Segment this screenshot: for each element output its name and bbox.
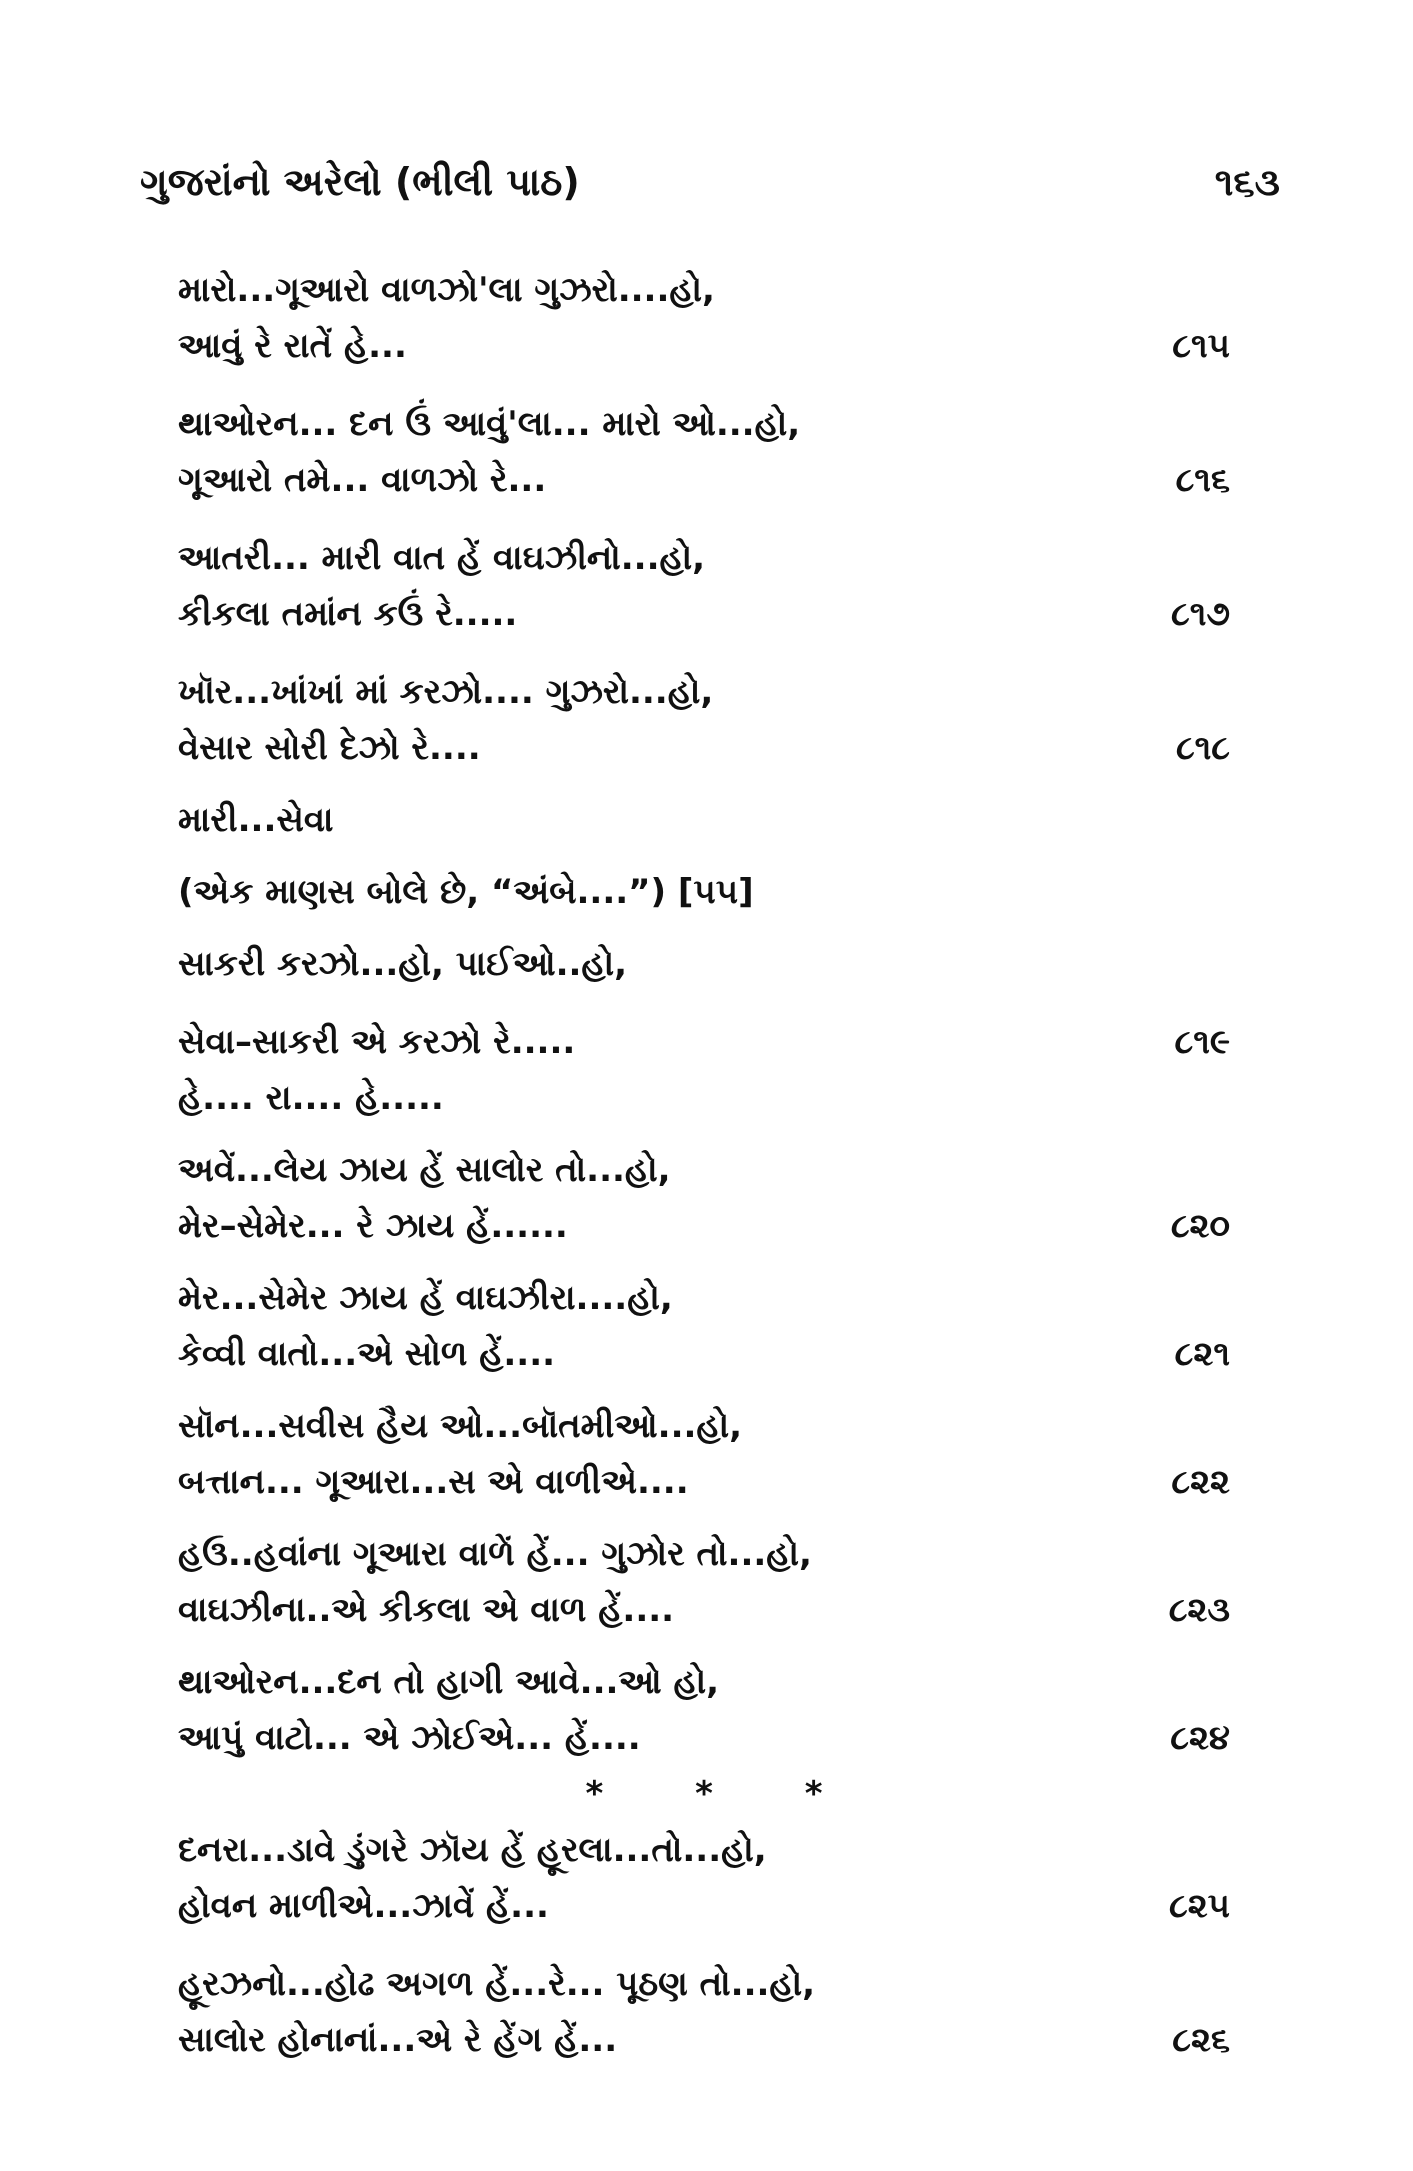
line-text: હૂરઝનો...હોઢ અગળ હેં...રે... પૂઠણ તો...હો, <box>178 1964 816 2004</box>
line-text: સાલોર હોનાનાં...એ રે હેંગ હેં... <box>178 2020 618 2060</box>
line-text: દનરા...ડાવે ડુંગરે ઝૉય હેં હૂરલા...તો...હો, <box>178 1830 767 1870</box>
verse-line <box>178 1270 1230 1326</box>
verse-line <box>178 1014 1230 1070</box>
verse-number: ૮૨૨ <box>1171 1462 1230 1502</box>
line-text: હઉ..હવાંના ગૂઆરા વાળેં હેં... ગુઝોર તો...હો, <box>178 1534 812 1574</box>
line-text: થાઓરન... દન ઉં આવું'લા... મારો ઓ...હો, <box>178 404 801 444</box>
verse-line <box>178 1398 1230 1454</box>
line-text: વાઘઝીના..એ કીકલા એ વાળ હેં.... <box>178 1590 675 1630</box>
line-text: આપું વાટો... એ ઝોઈએ... હેં.... <box>178 1718 641 1758</box>
verse-number: ૮૨૩ <box>1168 1590 1230 1630</box>
section-separator: * * * <box>585 1774 863 1814</box>
line-text: સૉન...સવીસ હૈય ઓ...બૉતમીઓ...હો, <box>178 1406 742 1446</box>
verse-number: ૮૧૭ <box>1171 594 1230 634</box>
line-text: હે.... રા.... હે..... <box>178 1078 444 1118</box>
line-text: થાઓરન...દન તો હાગી આવે...ઓ હો, <box>178 1662 720 1702</box>
line-text: કેવ્વી વાતો...એ સોળ હેં.... <box>178 1334 556 1374</box>
verse-line <box>178 720 1230 776</box>
verse-line <box>178 1654 1230 1710</box>
line-text: સાકરી કરઝો...હો, પાઈઓ..હો, <box>178 944 628 984</box>
verse-line <box>178 1956 1230 2012</box>
line-text: ખૉર...ખાંખાં માં કરઝો.... ગુઝરો...હો, <box>178 672 714 712</box>
verse-line <box>178 262 1230 318</box>
verse-number: ૮૨૫ <box>1169 1886 1230 1926</box>
verse-line <box>178 586 1230 642</box>
verse-number: ૮૨૪ <box>1170 1718 1230 1758</box>
line-text: અવેં...લેય ઝાય હેં સાલોર તો...હો, <box>178 1150 671 1190</box>
verse-line <box>178 1526 1230 1582</box>
verse-line <box>178 2012 1230 2068</box>
running-title: ગુજરાંનો અરેલો (ભીલી પાઠ) <box>140 160 580 204</box>
verse-line <box>178 1822 1230 1878</box>
page-header <box>140 160 1280 205</box>
verse-line <box>178 1070 1230 1126</box>
verse-number: ૮૨૦ <box>1170 1206 1230 1246</box>
line-text: આતરી... મારી વાત હેં વાઘઝીનો...હો, <box>178 538 706 578</box>
verse-line <box>178 792 1230 848</box>
speaker-note <box>178 864 1230 920</box>
page-number: ૧૬૩ <box>1214 160 1280 204</box>
line-text: બત્તાન... ગૂઆરા...સ એ વાળીએ.... <box>178 1462 689 1502</box>
line-text: કીકલા તમાંન કઉં રે..... <box>178 594 518 634</box>
line-text: સેવા–સાકરી એ કરઝો રે..... <box>178 1022 576 1062</box>
verse-line <box>178 452 1230 508</box>
line-text: ગૂઆરો તમે... વાળઝો રે... <box>178 460 547 500</box>
verse-line <box>178 1710 1230 1766</box>
verse-number: ૮૧૮ <box>1175 728 1230 768</box>
verse-line <box>178 1454 1230 1510</box>
verse-number: ૮૨૧ <box>1174 1334 1230 1374</box>
verse-line <box>178 1198 1230 1254</box>
line-text: વેસાર સોરી દેઝો રે.... <box>178 728 481 768</box>
verse-number: ૮૨૬ <box>1172 2020 1230 2060</box>
verse-line <box>178 1142 1230 1198</box>
line-text: આવું રે રાતેં હે... <box>178 326 407 366</box>
verse-number: ૮૧૯ <box>1174 1022 1230 1062</box>
verse-line <box>178 396 1230 452</box>
verse-line <box>178 1582 1230 1638</box>
verse-number: ૮૧૬ <box>1175 460 1230 500</box>
verse-line <box>178 936 1230 992</box>
verse-line <box>178 1878 1230 1934</box>
verse-line <box>178 664 1230 720</box>
verse-line <box>178 530 1230 586</box>
line-text: મારો...ગૂઆરો વાળઝો'લા ગુઝરો....હો, <box>178 270 715 310</box>
line-text: મેર...સેમેર ઝાય હેં વાઘઝીરા....હો, <box>178 1278 673 1318</box>
verse-line <box>178 318 1230 374</box>
verse-line <box>178 1326 1230 1382</box>
verse-number: ૮૧૫ <box>1172 326 1230 366</box>
verse-body <box>178 262 1230 2068</box>
line-text: મેર–સેમેર... રે ઝાય હેં...... <box>178 1206 568 1246</box>
line-text: (એક માણસ બોલે છે, “અંબે....”) [૫૫] <box>178 872 754 912</box>
line-text: હોવન માળીએ...ઝાવેં હેં... <box>178 1886 549 1926</box>
line-text: મારી...સેવા <box>178 800 334 840</box>
